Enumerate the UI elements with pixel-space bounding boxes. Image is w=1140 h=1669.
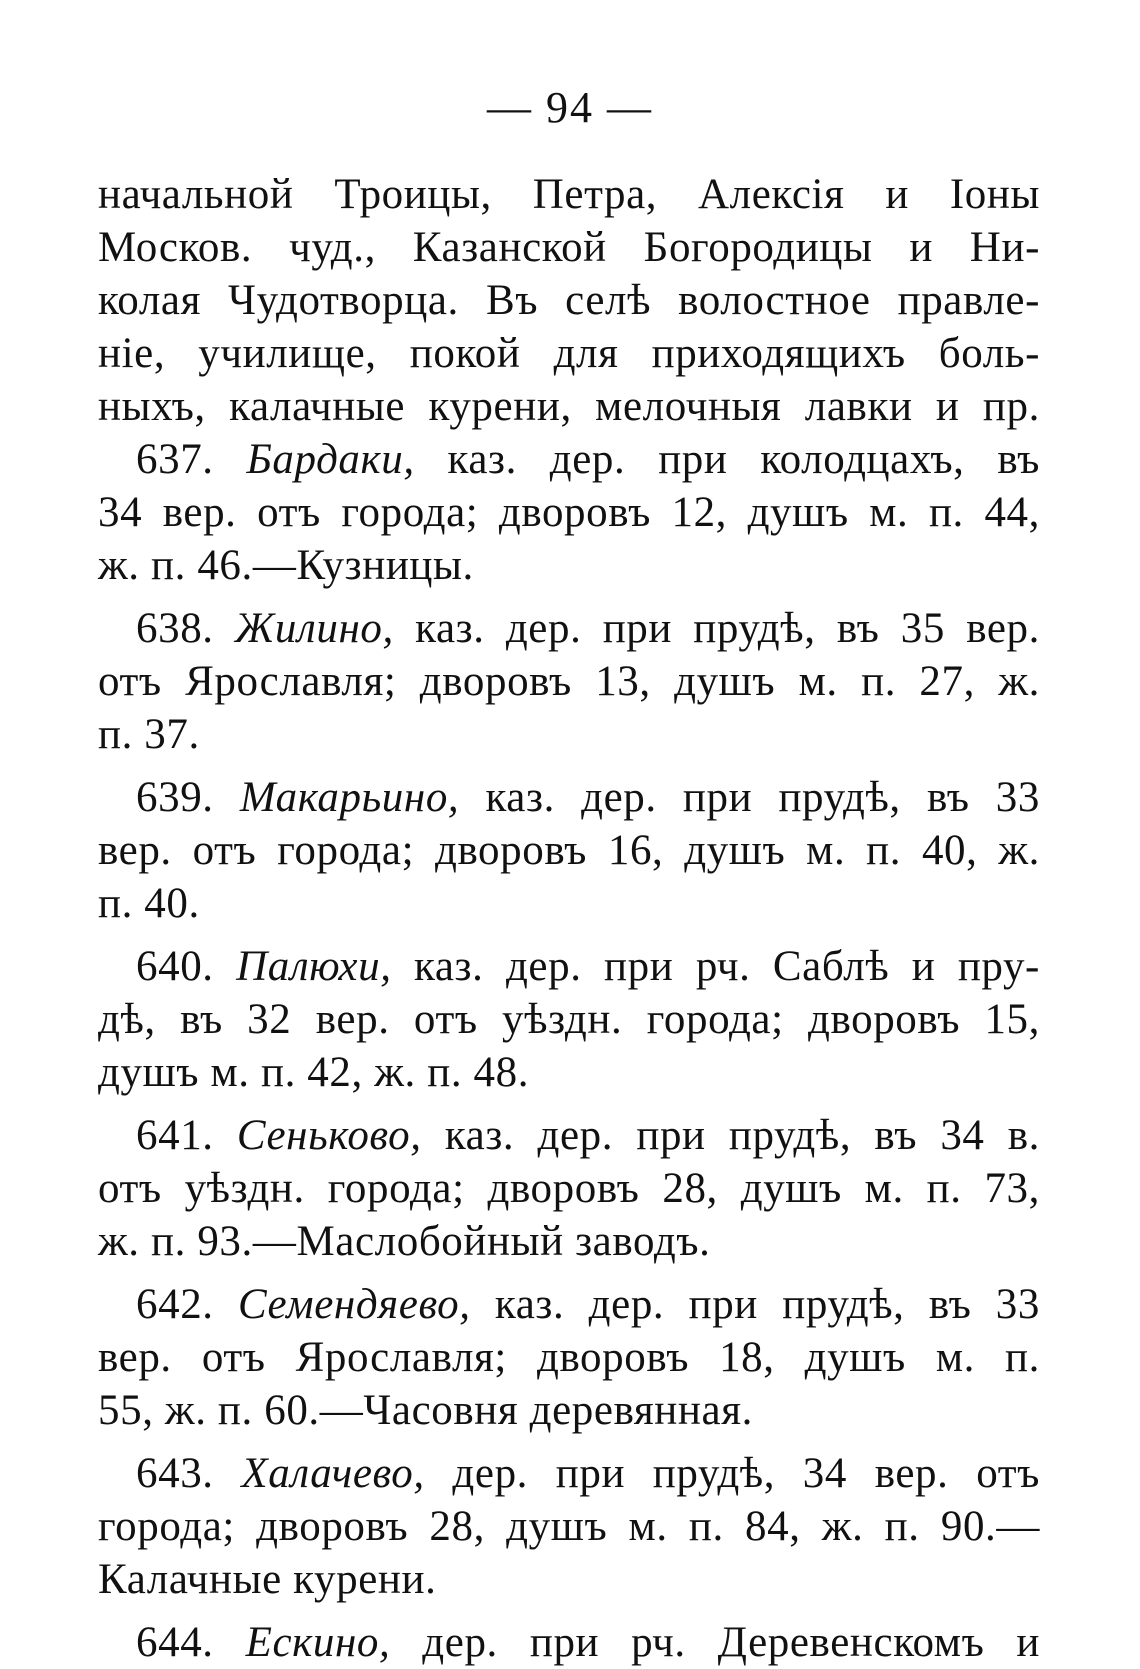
entry-637-line-1 — [98, 433, 1040, 486]
entry-text: дер. при прудѣ, 34 вер. отъ — [452, 1450, 1040, 1497]
text-line: колая Чудотворца. Въ селѣ волостное правле- — [98, 277, 1040, 324]
entry-text: каз. дер. при прудѣ, въ 34 в. — [444, 1112, 1040, 1159]
text-line: вер. отъ Ярославля; дворовъ 18, душъ м. п. — [98, 1334, 1040, 1381]
text-line: ж. п. 93.—Маслобойный заводъ. — [98, 1218, 711, 1265]
village-name: Макарьино, — [239, 774, 460, 821]
text-line: вер. отъ города; дворовъ 16, душъ м. п. 40, ж. — [98, 827, 1040, 874]
text-line: 34 вер. отъ города; дворовъ 12, душъ м. п. 44, — [98, 489, 1040, 536]
entry-642-line-1 — [98, 1278, 1040, 1331]
entry-text: дер. при рч. Деревенскомъ и — [422, 1619, 1040, 1666]
entry-number: 639. — [136, 774, 214, 821]
text-line: ж. п. 46.—Кузницы. — [98, 542, 474, 589]
text-line: отъ уѣздн. города; дворовъ 28, душъ м. п. 73, — [98, 1165, 1040, 1212]
text-line: ныхъ, калачные курени, мелочныя лавки и пр. — [98, 383, 1040, 430]
entry-641-line-1 — [98, 1109, 1040, 1162]
village-name: Сеньково, — [236, 1112, 422, 1159]
entry-number: 637. — [136, 436, 214, 483]
entry-number: 642. — [136, 1281, 214, 1328]
body-text — [98, 168, 1040, 1669]
text-line: п. 40. — [98, 880, 200, 927]
text-line: 55, ж. п. 60.—Часовня деревянная. — [98, 1387, 753, 1434]
village-name: Халачево, — [241, 1450, 425, 1497]
entry-644-line-1 — [98, 1616, 1040, 1669]
text-line: отъ Ярославля; дворовъ 13, душъ м. п. 27, ж. — [98, 658, 1040, 705]
text-line: Москов. чуд., Казанской Богородицы и Ни- — [98, 224, 1040, 271]
entry-number: 641. — [136, 1112, 214, 1159]
village-name: Ескино, — [245, 1619, 391, 1666]
village-name: Палюхи, — [236, 943, 392, 990]
page-number: — 94 — — [487, 83, 653, 132]
village-name: Семендяево, — [237, 1281, 471, 1328]
text-line: душъ м. п. 42, ж. п. 48. — [98, 1049, 530, 1096]
entry-number: 640. — [136, 943, 214, 990]
entry-text: каз. дер. при прудѣ, въ 35 вер. — [415, 605, 1040, 652]
entry-number: 638. — [136, 605, 214, 652]
entry-text: каз. дер. при прудѣ, въ 33 — [485, 774, 1041, 821]
text-line: ніе, училище, покой для приходящихъ боль- — [98, 330, 1040, 377]
entry-number: 644. — [136, 1619, 214, 1666]
text-line: дѣ, въ 32 вер. отъ уѣздн. города; дворовъ 15, — [98, 996, 1040, 1043]
entry-text: каз. дер. при рч. Саблѣ и пру- — [414, 943, 1040, 990]
text-line: п. 37. — [98, 711, 200, 758]
entry-text: каз. дер. при прудѣ, въ 33 — [494, 1281, 1040, 1328]
entry-639-line-1 — [98, 771, 1040, 824]
entry-640-line-1 — [98, 940, 1040, 993]
village-name: Жилино, — [234, 605, 394, 652]
entry-number: 643. — [136, 1450, 214, 1497]
entry-638-line-1 — [98, 602, 1040, 655]
text-line: Калачные курени. — [98, 1556, 437, 1603]
entry-text: каз. дер. при колодцахъ, въ — [447, 436, 1040, 483]
text-line: начальной Троицы, Петра, Алексія и Іоны — [98, 171, 1040, 218]
entry-643-line-1 — [98, 1447, 1040, 1500]
village-name: Бардаки, — [246, 436, 415, 483]
text-line: города; дворовъ 28, душъ м. п. 84, ж. п. 90.— — [98, 1503, 1040, 1550]
